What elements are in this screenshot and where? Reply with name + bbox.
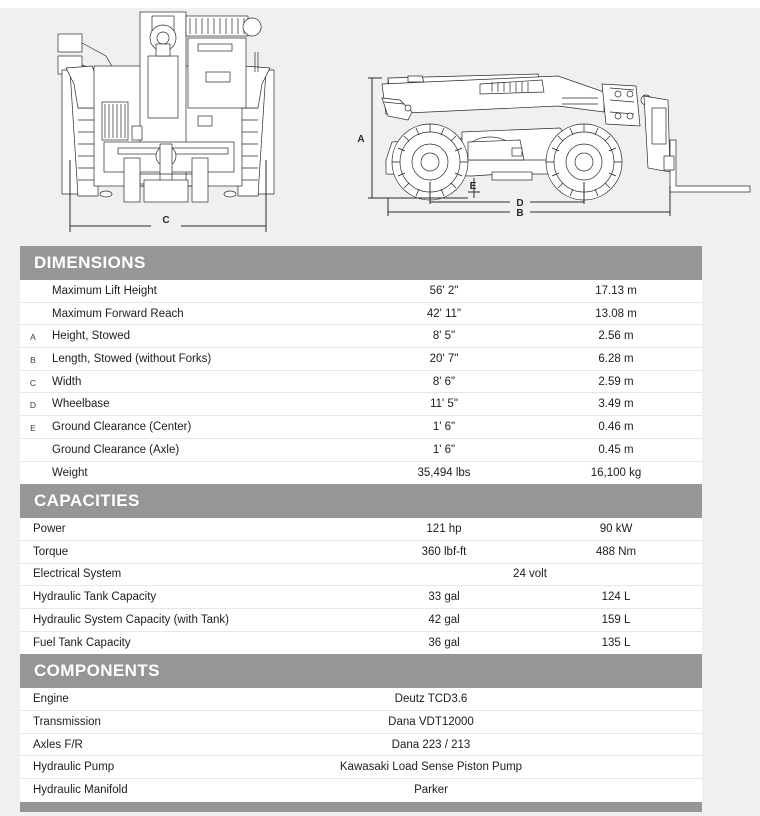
row-value-metric: 13.08 m xyxy=(595,307,637,320)
row-value-imperial: 20' 7" xyxy=(429,352,459,365)
row-label: Length, Stowed (without Forks) xyxy=(52,352,212,365)
row-value-metric: 0.46 m xyxy=(598,420,634,433)
row-value-imperial: 8' 6" xyxy=(432,375,456,388)
row-value-imperial: 36 gal xyxy=(428,636,460,649)
row-label: Wheelbase xyxy=(52,398,110,411)
next-section-header-partial xyxy=(20,802,702,812)
row-value-metric: 2.59 m xyxy=(598,375,634,388)
components-rows xyxy=(20,688,702,801)
capacities-rows xyxy=(20,518,702,654)
table-row xyxy=(20,325,702,348)
telehandler-front-view-figure xyxy=(48,8,288,240)
section-header-dimensions xyxy=(20,246,702,280)
row-value-imperial: 1' 6" xyxy=(432,420,456,433)
row-value-imperial: 56' 2" xyxy=(429,284,459,297)
row-value-single: Dana VDT12000 xyxy=(388,715,474,728)
row-letter: E xyxy=(30,422,36,433)
table-row xyxy=(20,439,702,462)
illustration-band xyxy=(0,8,760,240)
section-title: COMPONENTS xyxy=(34,661,160,681)
table-row xyxy=(20,280,702,303)
dimension-label-b: B xyxy=(516,208,524,219)
row-value-single: Deutz TCD3.6 xyxy=(394,693,468,706)
row-value-metric: 135 L xyxy=(601,636,631,649)
row-label: Ground Clearance (Axle) xyxy=(52,443,180,456)
table-row xyxy=(20,564,702,587)
row-value-metric: 0.45 m xyxy=(598,443,634,456)
section-capacities xyxy=(20,484,702,654)
row-letter xyxy=(20,449,46,451)
row-value-single: Parker xyxy=(414,784,448,797)
row-value-imperial: 1' 6" xyxy=(432,443,456,456)
table-row xyxy=(20,632,702,655)
table-row xyxy=(20,462,702,485)
row-label: Hydraulic System Capacity (with Tank) xyxy=(33,613,229,626)
row-label: Torque xyxy=(33,545,69,558)
table-row xyxy=(20,609,702,632)
row-value-metric: 488 Nm xyxy=(595,545,637,558)
row-value-imperial: 42 gal xyxy=(428,613,460,626)
section-title: DIMENSIONS xyxy=(34,253,146,272)
row-value-imperial: 33 gal xyxy=(428,591,460,604)
row-letter: B xyxy=(30,354,36,365)
table-row xyxy=(20,756,702,779)
spec-tables xyxy=(20,246,702,812)
table-row xyxy=(20,688,702,711)
section-title: CAPACITIES xyxy=(34,491,140,511)
row-label: Hydraulic Pump xyxy=(33,761,115,774)
telehandler-side-view-figure xyxy=(352,56,752,228)
dimension-label-a: A xyxy=(357,134,365,145)
table-row xyxy=(20,711,702,734)
row-value-imperial: 35,494 lbs xyxy=(417,466,471,479)
table-row xyxy=(20,393,702,416)
row-label: Maximum Lift Height xyxy=(52,284,157,297)
row-value-metric: 2.56 m xyxy=(598,330,634,343)
table-row xyxy=(20,518,702,541)
row-value-imperial: 42' 11" xyxy=(426,307,462,320)
row-value-metric: 124 L xyxy=(601,591,631,604)
section-header-components xyxy=(20,654,702,688)
section-dimensions xyxy=(20,246,702,484)
row-value-metric: 159 L xyxy=(601,613,631,626)
row-value-single: Dana 223 / 213 xyxy=(391,738,471,751)
row-value-metric: 6.28 m xyxy=(598,352,634,365)
row-value-imperial: 360 lbf-ft xyxy=(421,545,467,558)
table-row xyxy=(20,416,702,439)
row-label: Width xyxy=(52,375,82,388)
row-label: Hydraulic Manifold xyxy=(33,784,128,797)
row-value-imperial: 8' 5" xyxy=(432,330,456,343)
row-letter xyxy=(20,290,46,292)
row-label: Engine xyxy=(33,693,69,706)
row-label: Electrical System xyxy=(33,568,122,581)
dimensions-rows xyxy=(20,280,702,484)
row-letter xyxy=(20,313,46,315)
row-label: Transmission xyxy=(33,715,101,728)
section-components xyxy=(20,654,702,801)
row-label: Axles F/R xyxy=(33,738,83,751)
row-value-single: 24 volt xyxy=(513,568,547,581)
table-row xyxy=(20,734,702,757)
row-letter xyxy=(20,472,46,474)
table-row xyxy=(20,371,702,394)
row-label: Fuel Tank Capacity xyxy=(33,636,131,649)
table-row xyxy=(20,348,702,371)
row-label: Ground Clearance (Center) xyxy=(52,420,192,433)
row-letter: C xyxy=(29,377,37,388)
row-label: Weight xyxy=(52,466,88,479)
page-top-strip xyxy=(0,0,760,8)
section-header-capacities xyxy=(20,484,702,518)
row-value-metric: 17.13 m xyxy=(595,284,637,297)
row-value-metric: 16,100 kg xyxy=(590,466,642,479)
table-row xyxy=(20,541,702,564)
row-value-metric: 90 kW xyxy=(599,523,633,536)
row-letter: D xyxy=(29,400,37,411)
row-value-single: Kawasaki Load Sense Piston Pump xyxy=(339,761,523,774)
table-row xyxy=(20,779,702,802)
row-label: Maximum Forward Reach xyxy=(52,307,184,320)
row-value-imperial: 11' 5" xyxy=(430,398,458,411)
dimension-label-e: E xyxy=(469,181,477,192)
dimension-label-c: C xyxy=(162,215,170,226)
row-value-imperial: 121 hp xyxy=(426,523,462,536)
row-label: Hydraulic Tank Capacity xyxy=(33,591,157,604)
row-letter: A xyxy=(30,332,36,343)
table-row xyxy=(20,303,702,326)
table-row xyxy=(20,586,702,609)
dimension-label-d: D xyxy=(516,198,524,209)
row-label: Height, Stowed xyxy=(52,330,130,343)
row-value-metric: 3.49 m xyxy=(598,398,634,411)
row-label: Power xyxy=(33,523,66,536)
